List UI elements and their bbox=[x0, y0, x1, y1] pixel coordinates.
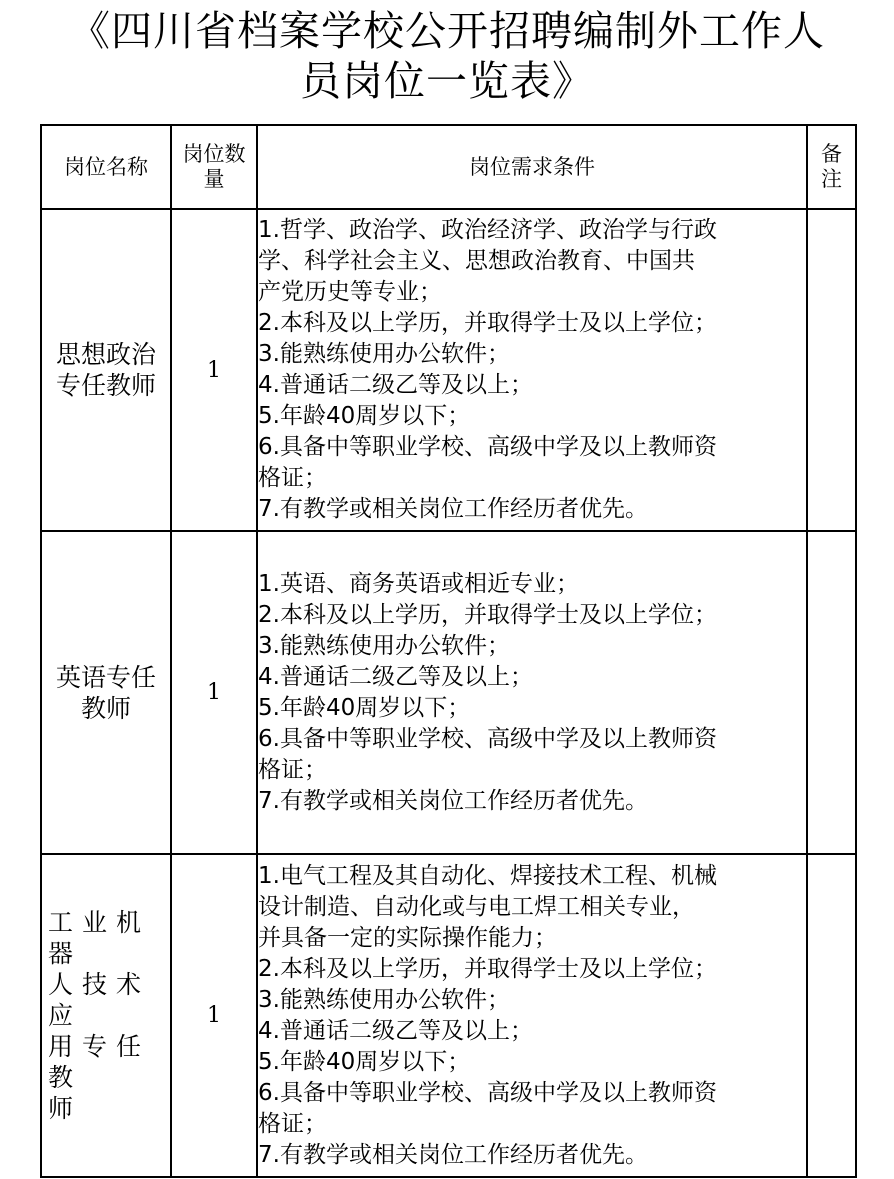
requirement-line: 7.有教学或相关岗位工作经历者优先。 bbox=[258, 496, 648, 522]
requirement-line: 6.具备中等职业学校、高级中学及以上教师资 bbox=[258, 1079, 717, 1106]
title-line-1: 《四川省档案学校公开招聘编制外工作人 bbox=[69, 7, 825, 55]
position-count-cell: 1 bbox=[171, 209, 257, 531]
requirement-line: 7.有教学或相关岗位工作经历者优先。 bbox=[258, 1141, 648, 1168]
position-name-cell bbox=[41, 854, 171, 1177]
requirement-line: 4.普通话二级乙等及以上； bbox=[258, 663, 533, 690]
requirement-line: 6.具备中等职业学校、高级中学及以上教师资 bbox=[258, 725, 717, 752]
requirement-line: 2.本科及以上学历，并取得学士及以上学位； bbox=[258, 310, 717, 336]
position-count-cell: 1 bbox=[171, 854, 257, 1177]
position-name-line: 教师 bbox=[80, 693, 131, 723]
requirement-line: 3.能熟练使用办公软件； bbox=[258, 986, 510, 1013]
table-header-row bbox=[41, 125, 856, 209]
requirements-cell bbox=[257, 209, 807, 531]
position-count-cell: 1 bbox=[171, 531, 257, 854]
header-note-line-1: 备 bbox=[821, 142, 842, 166]
note-cell bbox=[807, 854, 856, 1177]
position-name-line: 人技术应 bbox=[48, 970, 151, 1030]
requirement-line: 2.本科及以上学历，并取得学士及以上学位； bbox=[258, 601, 717, 628]
header-position-name: 岗位名称 bbox=[41, 125, 171, 209]
header-requirements: 岗位需求条件 bbox=[257, 125, 807, 209]
table-row bbox=[41, 531, 856, 854]
requirement-line: 3.能熟练使用办公软件； bbox=[258, 341, 510, 367]
position-name-line: 用专任教 bbox=[48, 1032, 151, 1092]
title-line-2: 员岗位一览表》 bbox=[300, 57, 594, 105]
requirement-line: 并具备一定的实际操作能力； bbox=[258, 924, 557, 951]
requirement-line: 7.有教学或相关岗位工作经历者优先。 bbox=[258, 787, 648, 814]
note-cell bbox=[807, 209, 856, 531]
requirement-line: 5.年龄40周岁以下； bbox=[258, 1048, 471, 1075]
requirement-line: 格证； bbox=[258, 1110, 327, 1137]
requirement-line: 2.本科及以上学历，并取得学士及以上学位； bbox=[258, 955, 717, 982]
requirement-line: 格证； bbox=[258, 465, 327, 491]
requirement-line: 4.普通话二级乙等及以上； bbox=[258, 1017, 533, 1044]
position-name-line: 专任教师 bbox=[55, 371, 156, 400]
requirement-line: 5.年龄40周岁以下； bbox=[258, 403, 471, 429]
note-cell bbox=[807, 531, 856, 854]
header-count-line-2: 量 bbox=[203, 167, 225, 191]
position-name-line: 英语专任 bbox=[55, 662, 156, 692]
requirements-cell bbox=[257, 531, 807, 854]
page-title bbox=[0, 6, 894, 106]
requirement-line: 3.能熟练使用办公软件； bbox=[258, 632, 510, 659]
requirement-line: 1.哲学、政治学、政治经济学、政治学与行政 bbox=[258, 217, 717, 243]
position-name-cell bbox=[41, 531, 171, 854]
requirement-line: 6.具备中等职业学校、高级中学及以上教师资 bbox=[258, 434, 717, 460]
header-note bbox=[807, 125, 856, 209]
header-count-line-1: 岗位数 bbox=[182, 142, 246, 166]
table-row bbox=[41, 209, 856, 531]
position-name-line: 思想政治 bbox=[55, 340, 156, 369]
requirement-line: 1.英语、商务英语或相近专业； bbox=[258, 570, 579, 597]
header-position-count bbox=[171, 125, 257, 209]
requirement-line: 学、科学社会主义、思想政治教育、中国共 bbox=[258, 248, 695, 274]
table-row bbox=[41, 854, 856, 1177]
requirement-line: 1.电气工程及其自动化、焊接技术工程、机械 bbox=[258, 862, 717, 889]
requirement-line: 产党历史等专业； bbox=[258, 279, 442, 305]
requirement-line: 格证； bbox=[258, 756, 327, 783]
position-name-line: 师 bbox=[48, 1094, 83, 1123]
requirement-line: 5.年龄40周岁以下； bbox=[258, 694, 471, 721]
position-name-line: 工业机器 bbox=[48, 908, 151, 968]
position-name-cell bbox=[41, 209, 171, 531]
positions-table bbox=[40, 124, 857, 1178]
requirement-line: 4.普通话二级乙等及以上； bbox=[258, 372, 533, 398]
requirement-line: 设计制造、自动化或与电工焊工相关专业， bbox=[258, 893, 695, 920]
header-note-line-2: 注 bbox=[821, 167, 842, 191]
requirements-cell bbox=[257, 854, 807, 1177]
